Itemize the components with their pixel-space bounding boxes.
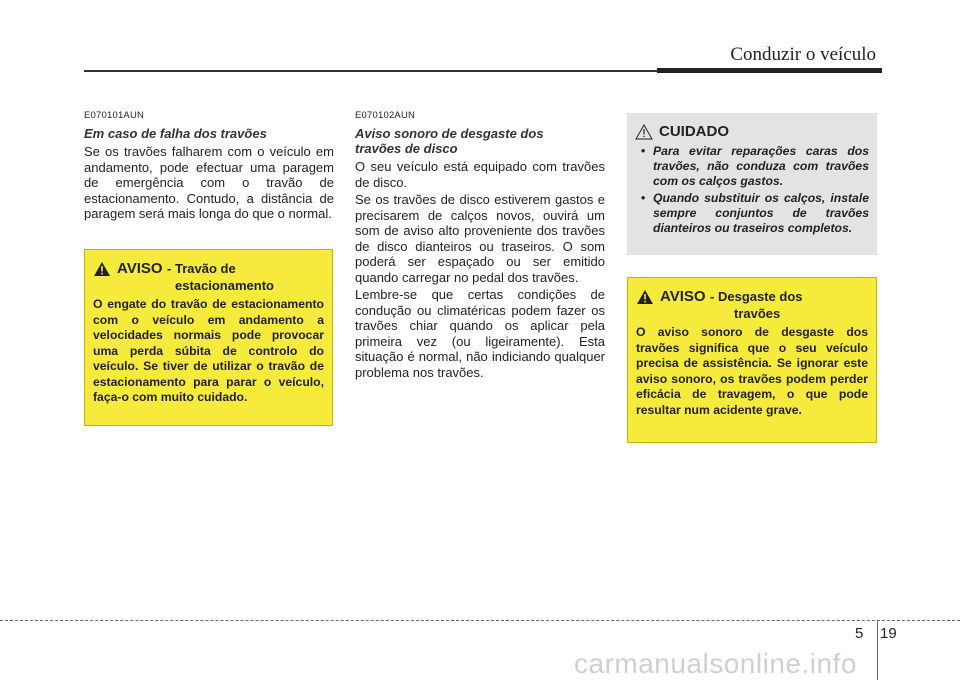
warning-subtitle: - Travão de <box>167 261 236 276</box>
caution-item: • Quando substituir os calços, instale sempre conjuntos de travões dianteiros ou traseiros completos. <box>641 191 869 235</box>
middle-column <box>355 110 605 382</box>
footer-rule <box>0 620 960 621</box>
section-code: E070102AUN <box>355 110 416 121</box>
section-code: E070101AUN <box>84 110 145 121</box>
caution-title <box>635 123 869 140</box>
left-column <box>84 110 334 224</box>
section-paragraph: Se os travões falharem com o veículo em andamento, pode efectuar uma paragem de emergência com o travão de estacionamento. Contudo, a distância de paragem será mais longa do que o normal. <box>84 144 334 221</box>
chapter-number: 5 <box>855 625 864 642</box>
bullet-icon: • <box>641 144 646 158</box>
warning-label: AVISO <box>660 288 706 305</box>
section-paragraph-3: Lembre-se que certas condições de condução ou climatéricas podem fazer os travões chiar quando os aplicar pela primeira vez (ou ligeiramente). Esta situação é normal, não indiciando qualquer problema nos travões. <box>355 287 605 380</box>
warning-triangle-icon <box>636 289 654 305</box>
warning-title <box>93 260 324 293</box>
section-paragraph-1: O seu veículo está equipado com travões de disco. <box>355 159 605 190</box>
warning-subtitle: - Desgaste dos <box>710 289 803 304</box>
section-heading <box>355 126 605 156</box>
header-rule-accent <box>657 68 882 73</box>
warning-subtitle-cont: estacionamento <box>175 278 274 293</box>
warning-box-brake-wear <box>627 277 877 443</box>
footer-divider-line <box>877 620 878 680</box>
caution-item: • Para evitar reparações caras dos travões, não conduza com travões com os calços gastos. <box>641 144 869 188</box>
warning-label: AVISO <box>117 260 163 277</box>
warning-triangle-icon <box>93 261 111 277</box>
bullet-icon: • <box>641 191 646 205</box>
watermark: carmanualsonline.info <box>574 648 857 679</box>
page-number: 19 <box>880 625 897 642</box>
chapter-title: Conduzir o veículo <box>730 44 876 65</box>
warning-body: O aviso sonoro de desgaste dos travões significa que o seu veículo precisa de assistência. Se ignorar este aviso sonoro, os travões podem perder eficácia de travagem, o que pode resultar num acidente grave. <box>636 325 868 417</box>
caution-triangle-icon <box>635 124 653 140</box>
section-heading: Em caso de falha dos travões <box>84 126 267 141</box>
caution-box <box>627 113 877 255</box>
section-paragraph-2: Se os travões de disco estiverem gastos e precisarem de calços novos, ouvirá um som de aviso alto proveniente dos travões de disco dianteiros ou traseiros. O som poderá ser espaçado ou ser emitido quando carregar no pedal dos travões. <box>355 192 605 285</box>
caution-list <box>635 144 869 236</box>
warning-subtitle-cont: travões <box>734 306 781 321</box>
section-heading-line2: travões de disco <box>355 141 458 156</box>
section-heading-line1: Aviso sonoro de desgaste dos <box>355 126 544 141</box>
warning-box-parking-brake <box>84 249 333 426</box>
warning-title <box>636 288 868 321</box>
warning-body: O engate do travão de estacionamento com o veículo em andamento a velocidades normais pode provocar uma perda súbita de controlo do veículo. Se tiver de utilizar o travão de estacionamento para parar o veículo, faça-o com muito cuidado. <box>93 297 324 404</box>
caution-label: CUIDADO <box>659 123 729 140</box>
